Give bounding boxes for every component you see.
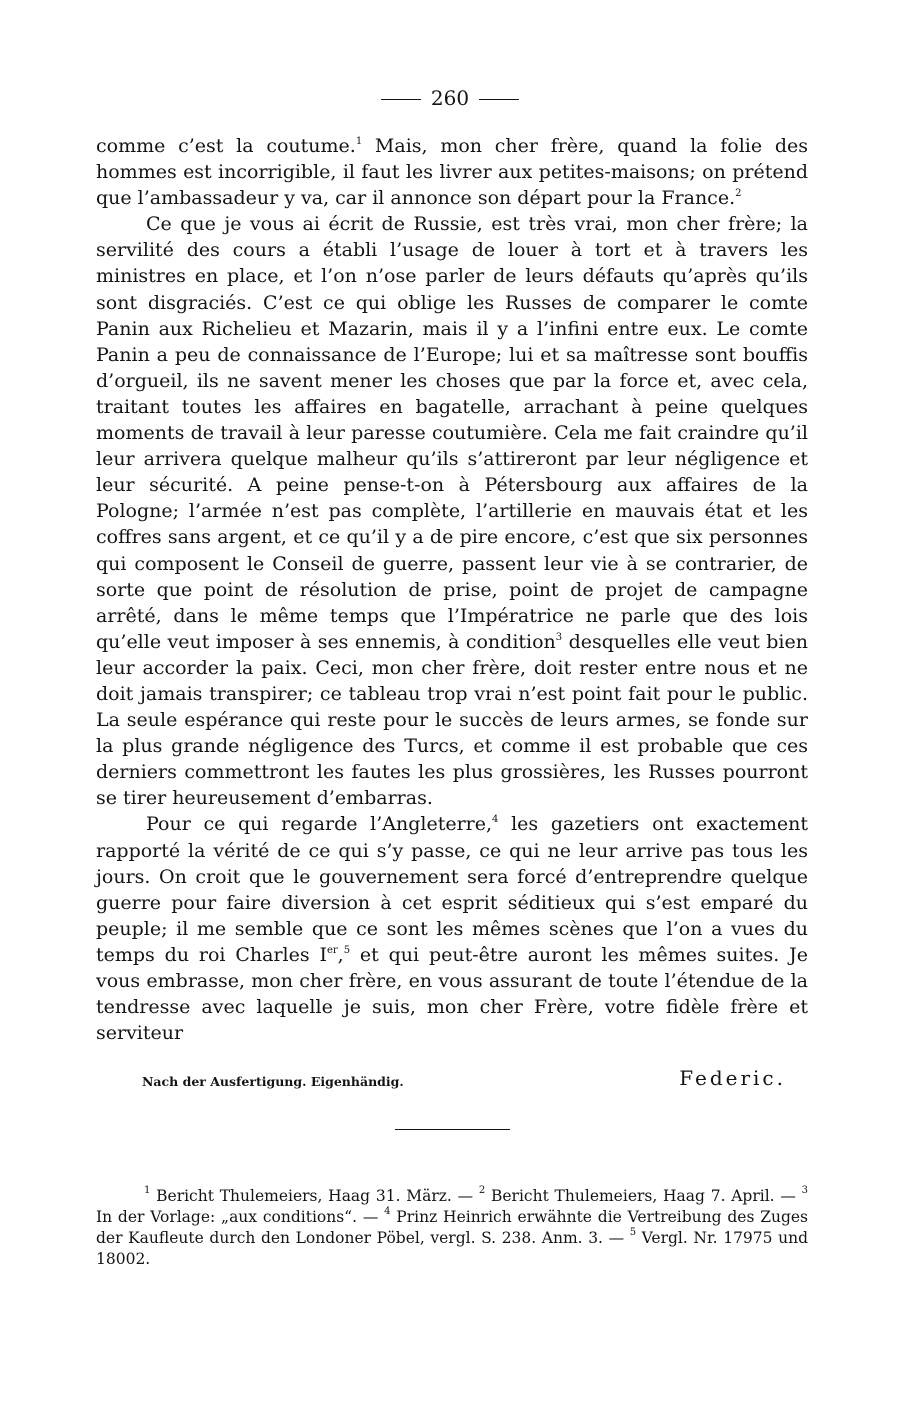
text-segment: Prinz Heinrich erwähnte die Vertreibung des Zuges der Kaufleute durch den Londoner Pöbel, vergl. S. 238. Anm. 3. — [96, 1208, 809, 1247]
footnote-reference: er [326, 944, 338, 956]
text-segment: desquelles elle veut bien leur accorder la paix. Ceci, mon cher frère, doit rester entre nous et ne doit jamais transpirer; ce tableau trop vrai n’est point fait pour le public. La seule espérance qui reste pour le succès de leurs armes, se fonde sur la plus grande négligence des Turcs, et comme il est probable que ces derniers commettront les fautes les plus grossières, les Russes pourront se tirer heureusement d’embarras. [96, 630, 808, 810]
text-segment: comme c’est la coutume. [96, 135, 356, 157]
footnotes [96, 1186, 808, 1270]
closing-row [142, 1066, 786, 1096]
paragraph [96, 133, 808, 211]
footnote-reference: 3 [555, 631, 563, 643]
text-segment: les gazetiers ont exactement rapporté la vérité de ce qui s’y passe, ce qui ne leur arrive pas tous les jours. On croit que le gouvernement sera forcé d’entreprendre quelque guerre pour faire diversion à cet esprit séditieux qui s’est emparé du peuple; il me semble que ce sont les mêmes scènes que l’on a vues du temps du roi Charles I [96, 813, 808, 966]
signature: Federic. [679, 1066, 786, 1090]
header-rule-right [479, 99, 519, 100]
text-segment: Pour ce qui regarde l’Angleterre, [146, 813, 493, 836]
footnote-separator [395, 1129, 510, 1130]
text-segment: et qui peut-être auront les mêmes suites. Je vous embrasse, mon cher frère, en vous assurant de toute l’étendue de la tendresse avec laquelle je suis, mon cher Frère, votre fidèle frère et serviteur [96, 943, 808, 1045]
text-segment: , [337, 943, 344, 966]
footnote-reference: 5 [343, 944, 351, 956]
text-segment: Bericht Thulemeiers, Haag 7. April. — [485, 1187, 802, 1205]
letter-body [96, 133, 808, 1046]
footnote-reference: 1 [355, 136, 363, 147]
footnote-reference: 3 [801, 1185, 808, 1196]
source-note: Nach der Ausfertigung. Eigenhändig. [142, 1074, 404, 1089]
footnote-reference: 1 [144, 1185, 151, 1196]
text-segment: In der Vorlage: „aux conditions“. — [96, 1208, 385, 1226]
paragraph [96, 211, 808, 811]
text-segment: Bericht Thulemeiers, Haag 31. März. — [150, 1187, 479, 1205]
text-segment: Mais, mon cher frère, quand la folie des hommes est incorrigible, il faut les livrer aux petites-maisons; on prétend que l’ambassadeur y va, car il annonce son départ pour la France. [96, 135, 808, 210]
footnote-reference: 4 [384, 1206, 391, 1217]
footnote-reference: 2 [478, 1185, 486, 1196]
header-rule-left [381, 99, 421, 100]
text-segment: Ce que je vous ai écrit de Russie, est très vrai, mon cher frère; la servilité des cours a établi l’usage de louer à tort et à travers les ministres en place, et l’on n’ose parler de leurs défauts qu’après qu’ils sont disgraciés. C’est ce qui oblige les Russes de comparer le comte Panin aux Richelieu et Mazarin, mais il y a l’infini entre eux. Le comte Panin a peu de connaissance de l’Europe; lui et sa maîtresse sont bouffis d’orgueil, ils ne savent mener les choses que par la force et, avec cela, traitant toutes les affaires en bagatelle, arrachant à peine quelques moments de travail à leur paresse coutumière. Cela me fait craindre qu’il leur arrivera quelque malheur qu’ils s’attireront par leur négligence et leur sécurité. A peine pense-t-on à Pétersbourg aux affaires de la Pologne; l’armée n’est pas complète, l’artillerie en mauvais état et les coffres sans argent, et ce qu’il y a de pire encore, c’est que six personnes qui composent le Conseil de guerre, passent leur vie à se contrarier, de sorte que point de résolution de prise, point de projet de campagne arrêté, dans le même temps que l’Impératrice ne parle que des lois qu’elle veut imposer à ses ennemis, à condition [96, 213, 808, 653]
footnote-reference: 5 [629, 1227, 637, 1238]
page-header [0, 86, 900, 110]
text-segment: Vergl. Nr. 17975 und 18002. [96, 1229, 808, 1268]
page-number: 260 [430, 86, 470, 110]
footnote-paragraph [96, 1186, 808, 1270]
footnote-reference: 4 [492, 814, 499, 826]
paragraph [96, 811, 808, 1046]
footnote-reference: 2 [735, 188, 742, 200]
